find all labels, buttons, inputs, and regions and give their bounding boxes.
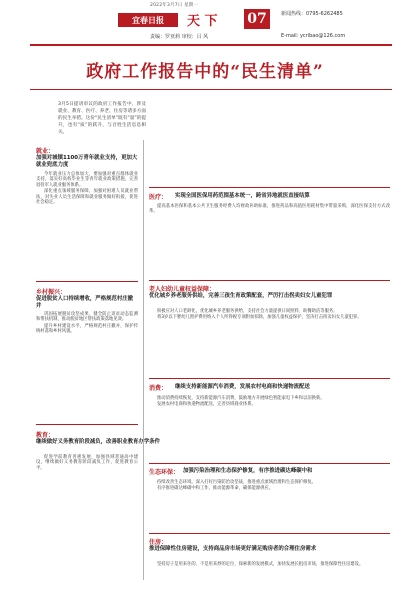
paragraph: 有序推进碳达峰碳中和工作，推动能源革命，确保能源供应。 [157,486,274,492]
section-title-environment: 加强污染治理和生态保护修复，有序推进碳达峰碳中和 [183,468,313,474]
page-number-badge: 07 [244,9,270,29]
column-rule [143,140,144,580]
section-body-rural [36,312,138,336]
section-body-consumption [149,396,390,409]
masthead-divider [30,44,392,46]
paragraph: 推动消费持续恢复，支持新能源汽车消费，鼓励地方开展绿色智能家电下乡和以旧换新。 [157,396,325,401]
section-body-environment [149,480,390,493]
section-label-rural: 乡村振兴： [36,289,67,296]
contact-email: E-mail: ycribao@126.com [281,33,346,39]
section-label-employment: 就业： [36,148,55,155]
masthead [0,0,410,48]
page-headline: 政府工作报告中的“民生清单” [86,62,324,82]
section-label-consumption: 消费： [149,385,168,392]
section-title-housing: 推进保障性住房建设，支持商品房市场更好满足购房者的合理住房需求 [149,546,317,552]
section-label-environment: 生态环保： [149,469,180,476]
section-label-medical: 医疗： [149,194,168,201]
paragraph: 将3岁以下婴幼儿照护费用纳入个人所得税专项附加扣除，加强儿童权益保护，坚决打击拐卖妇女儿童犯罪。 [157,315,362,321]
section-divider [149,280,390,281]
section-divider [149,378,390,379]
section-title-rural: 促进脱贫人口持续增收，严格规范村庄撤并 [36,296,134,309]
section-body-education [36,455,138,472]
section-divider [149,187,390,188]
section-title-employment: 加强对城镇1100万青年就业支持，更加大就业兜底力度 [36,155,138,168]
section-divider [36,424,138,425]
headline-divider [30,89,392,90]
article-intro: 3月5日提请审议的政府工作报告中，涉及就业、教育、医疗、养老、住房等诸多方面的民生举措。这份“民生清单”既有“量”的提升，也有“质”的跃升，与百姓生活息息相关。 [58,102,146,135]
paragraph: 巩固拓展脱贫攻坚成果，健全防止返贫动态监测和帮扶机制，推动脱贫地区帮扶政策落地见效。 [36,312,138,323]
paragraph: 持续改善生态环境，深入打好污染防治攻坚战，推进重点流域治理和生态保护修复。 [157,480,316,485]
paragraph: 促进学前教育普惠发展，加强县域普通高中建设，继续做好义务教育阶段减负工作，促进教育公平。 [36,455,138,471]
section-label-education: 教育： [36,432,55,439]
paragraph: 提高基本医保和基本公共卫生服务经费人均财政补助标准，推进药品和高值医用耗材集中带量采购，深化医保支付方式改革。 [149,204,390,215]
section-body-medical [149,204,390,216]
section-title-consumption: 继续支持新能源汽车消费，发展农村电商和快递物流配送 [175,384,310,390]
staff-credits: 责编：罗亚莉 审校：吕 风 [150,34,209,40]
paragraph: 深化重点领域服务保障，加强对困难人员就业帮扶，对失业人员生活保障和就业服务做好衔接，促进社会稳定。 [36,189,138,206]
section-divider [149,463,390,464]
section-name: 天 下 [187,14,218,29]
paragraph: 今年就业压力总体加大，要加强对重点群体就业支持，落实好高校毕业生等青年就业政策措施，完善退役军人就业服务体系。 [36,172,138,188]
section-body-housing [149,562,390,568]
section-title-welfare: 优化城乡养老服务供给，完善三孩生育政策配套，严厉打击拐卖妇女儿童犯罪 [149,293,333,299]
paragraph: 坚持房子是用来住的、不是用来炒的定位，探索新的发展模式，加快发展长租房市场，推进保障性住房建设。 [157,562,364,567]
paragraph: 提升乡村建设水平，严格规范村庄撤并，保护传统村落和乡村风貌。 [36,323,138,335]
section-body-employment [36,172,138,206]
section-divider [36,281,138,282]
section-title-medical: 实现全国医保用药范围基本统一，跨省异地就医直接结算 [175,193,310,199]
paragraph: 积极应对人口老龄化，优化城乡养老服务供给，支持社会力量提供日间照料、助餐助洁等服务。 [157,309,338,314]
newspaper-logo: 宜春日报 [118,13,178,27]
paragraph: 发展农村电商和快递物流配送，完善县域商业体系。 [157,402,256,408]
news-hotline: 新闻热线：0795-6262485 [281,11,343,17]
section-label-housing: 住房： [149,539,168,546]
section-divider [149,533,390,534]
section-title-education: 继续做好义务教育阶段减负，改善职业教育办学条件 [36,439,160,445]
issue-date: 2022年3月7日 星期一 [150,3,199,8]
section-label-welfare: 老人妇幼儿童权益保障： [149,286,216,293]
section-body-welfare [149,309,390,322]
